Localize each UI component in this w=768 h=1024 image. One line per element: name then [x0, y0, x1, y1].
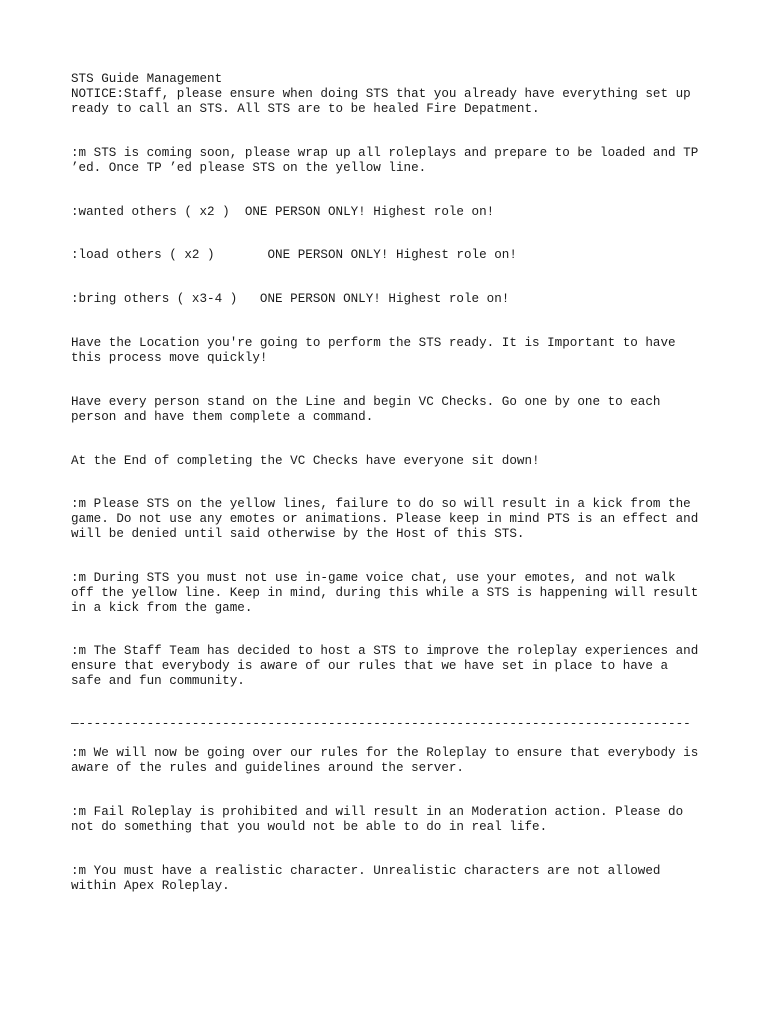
command-wanted: :wanted others ( x2 ) ONE PERSON ONLY! Highest role on!: [71, 205, 495, 219]
paragraph-staff-team: :m The Staff Team has decided to host a STS to improve the roleplay experiences and ensure that everybody is aware of our rules that we have set in place to have a safe and fun community.: [71, 644, 699, 688]
paragraph-rules-intro: :m We will now be going over our rules for the Roleplay to ensure that everybody is aware of the rules and guidelines around the server.: [71, 746, 699, 775]
command-load: :load others ( x2 ) ONE PERSON ONLY! Highest role on!: [71, 248, 517, 262]
command-bring: :bring others ( x3-4 ) ONE PERSON ONLY! Highest role on!: [71, 292, 510, 306]
paragraph-fail-roleplay: :m Fail Roleplay is prohibited and will result in an Moderation action. Please do not do something that you would not be able to do in real life.: [71, 805, 684, 834]
document-title: STS Guide Management: [71, 72, 223, 86]
section-divider: —---------------------------------------------------------------------------------: [71, 717, 691, 731]
staff-notice: NOTICE:Staff, please ensure when doing STS that you already have everything set up ready to call an STS. All STS are to be healed Fire Depatment.: [71, 87, 691, 116]
paragraph-realistic-character: :m You must have a realistic character. Unrealistic characters are not allowed within Apex Roleplay.: [71, 864, 661, 893]
paragraph-sts-coming: :m STS is coming soon, please wrap up all roleplays and prepare to be loaded and TP ’ed. Once TP ’ed please STS on the yellow line.: [71, 146, 699, 175]
paragraph-sit-down: At the End of completing the VC Checks have everyone sit down!: [71, 454, 540, 468]
paragraph-during-sts: :m During STS you must not use in-game voice chat, use your emotes, and not walk off the yellow line. Keep in mind, during this while a STS is happening will result in a kick from the game.: [71, 571, 699, 615]
paragraph-yellow-lines: :m Please STS on the yellow lines, failure to do so will result in a kick from the game. Do not use any emotes or animations. Please keep in mind PTS is an effect and will be denied until said otherwise by the Host of this STS.: [71, 497, 699, 541]
paragraph-vc-checks: Have every person stand on the Line and begin VC Checks. Go one by one to each person and have them complete a command.: [71, 395, 661, 424]
paragraph-location-ready: Have the Location you're going to perform the STS ready. It is Important to have this process move quickly!: [71, 336, 676, 365]
